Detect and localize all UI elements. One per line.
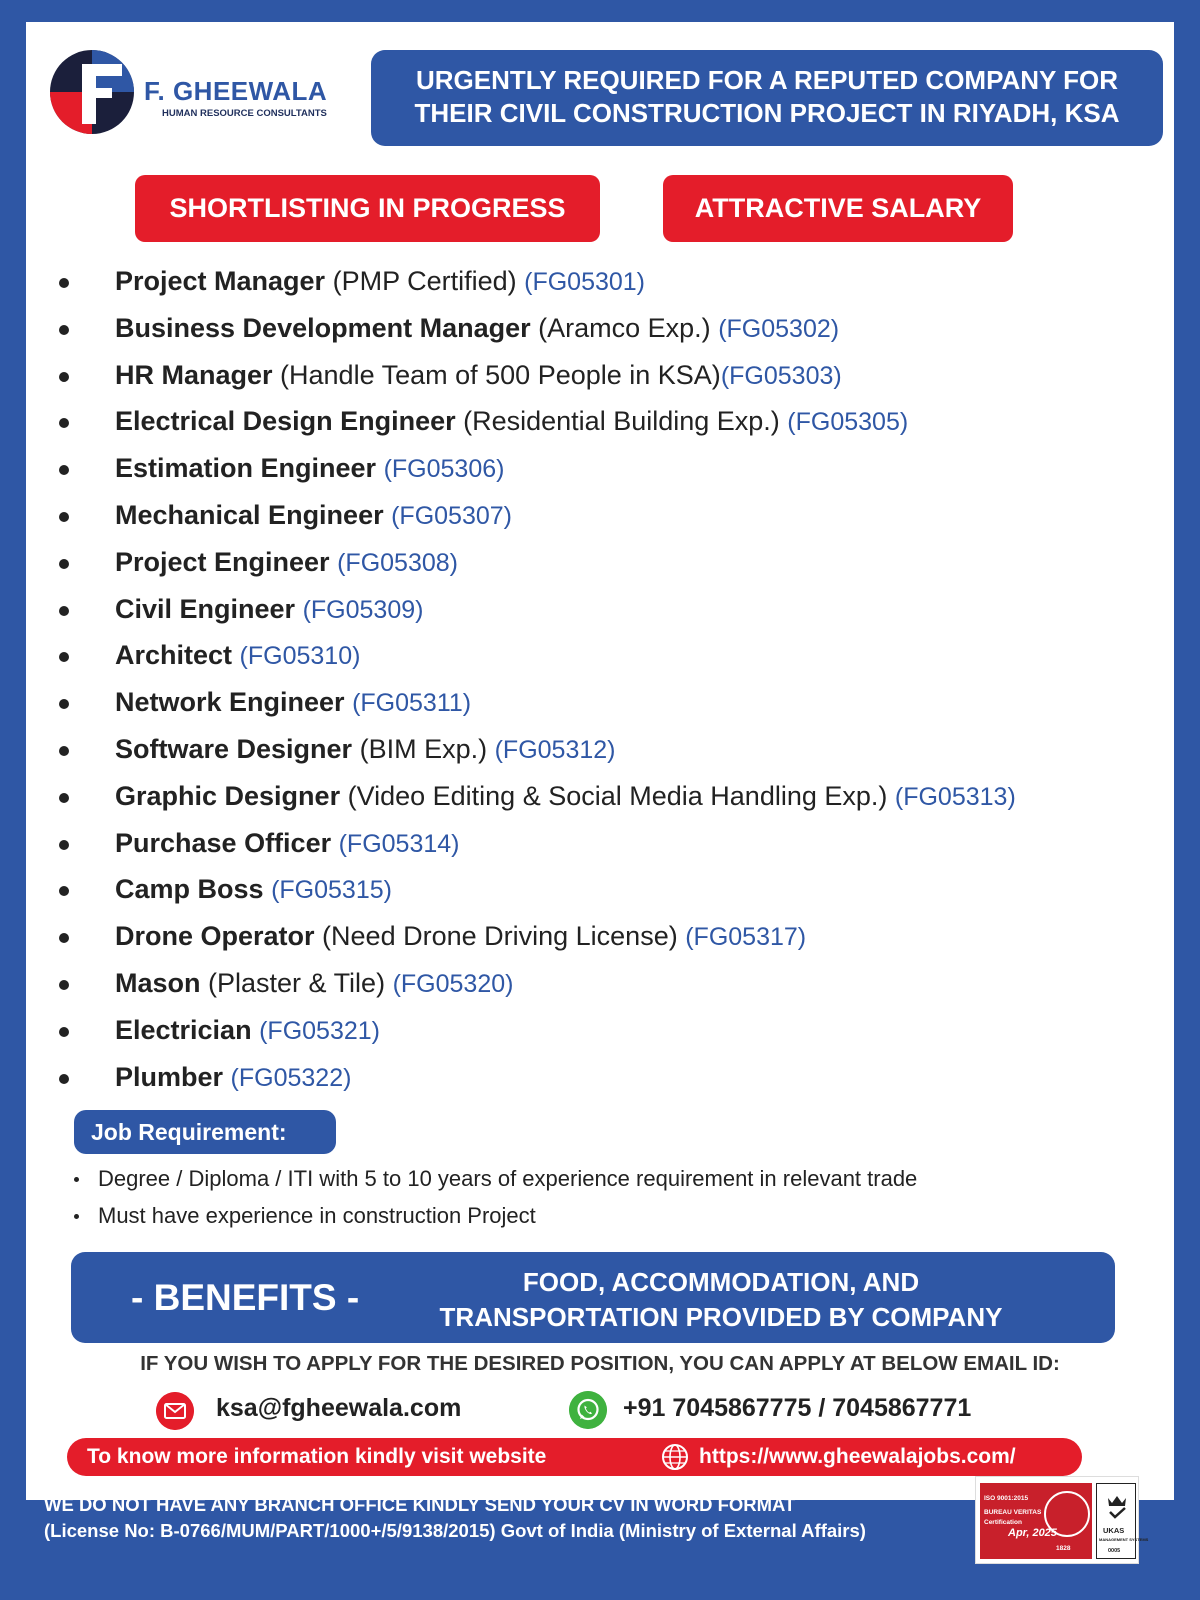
job-code: (FG05315) — [271, 876, 392, 905]
job-title: Mechanical Engineer — [115, 499, 384, 530]
benefits-banner — [71, 1252, 1115, 1343]
job-item — [56, 586, 1166, 633]
job-item — [56, 445, 1166, 492]
ukas-mark — [1096, 1483, 1149, 1559]
bullet-icon — [59, 325, 69, 335]
bullet-icon — [59, 278, 69, 288]
job-title: Graphic Designer — [115, 780, 341, 811]
bullet-icon — [59, 793, 69, 803]
bullet-icon — [59, 465, 69, 475]
job-detail: (Video Editing & Social Media Handling Exp.) — [340, 780, 895, 811]
requirement-text: Must have experience in construction Project — [98, 1203, 536, 1228]
job-title: Camp Boss — [115, 874, 264, 905]
job-detail — [223, 1062, 231, 1092]
job-code: (FG05306) — [383, 455, 505, 484]
company-logo — [48, 48, 368, 148]
apply-instruction: IF YOU WISH TO APPLY FOR THE DESIRED POSITION, YOU CAN APPLY AT BELOW EMAIL ID: — [140, 1352, 1060, 1375]
job-title: Electrician — [115, 1014, 252, 1045]
job-title: Project Engineer — [115, 546, 330, 577]
job-code: (FG05310) — [239, 642, 361, 671]
job-detail: (Aramco Exp.) — [530, 312, 719, 343]
requirement-text: Degree / Diploma / ITI with 5 to 10 years of experience requirement in relevant trade — [98, 1166, 918, 1191]
job-title: Mason — [115, 967, 201, 998]
job-item — [56, 305, 1166, 352]
cert-date: Apr, 2025 — [1008, 1527, 1057, 1539]
footer-line-1: WE DO NOT HAVE ANY BRANCH OFFICE KINDLY SEND YOUR CV IN WORD FORMAT — [44, 1494, 796, 1515]
job-code: (FG05321) — [259, 1016, 380, 1045]
job-code: (FG05303) — [720, 361, 842, 390]
bullet-icon — [59, 652, 69, 662]
job-title: Architect — [115, 640, 233, 671]
bullet-icon — [59, 746, 69, 756]
job-detail — [330, 547, 338, 577]
bullet-icon — [59, 372, 69, 382]
job-code: (FG05317) — [685, 923, 807, 952]
cert-accreditor-code: 0005 — [1108, 1548, 1121, 1554]
job-item — [56, 539, 1166, 586]
job-detail — [331, 828, 339, 858]
job-code: (FG05305) — [787, 408, 909, 437]
job-detail: (Residential Building Exp.) — [455, 406, 788, 437]
requirement-item — [70, 1160, 917, 1197]
job-title: Business Development Manager — [115, 312, 531, 343]
cert-year: 1828 — [1056, 1545, 1071, 1552]
job-code: (FG05322) — [230, 1063, 352, 1092]
job-title: Purchase Officer — [115, 827, 332, 858]
job-detail — [264, 874, 272, 904]
website-bar — [67, 1438, 1082, 1476]
job-title: Project Manager — [115, 266, 326, 296]
job-detail: (Plaster & Tile) — [200, 967, 393, 998]
headline-line-2: THEIR CIVIL CONSTRUCTION PROJECT IN RIYADH, KSA — [414, 98, 1120, 128]
job-title: Electrical Design Engineer — [115, 406, 456, 437]
job-item — [56, 1007, 1166, 1054]
job-code: (FG05313) — [894, 782, 1016, 811]
whatsapp-icon — [569, 1391, 607, 1429]
bullet-icon — [59, 886, 69, 896]
benefits-line-1: FOOD, ACCOMMODATION, AND — [522, 1267, 920, 1297]
job-item — [56, 773, 1166, 820]
benefits-title: - BENEFITS - — [131, 1277, 360, 1318]
company-name: F. GHEEWALA — [144, 76, 328, 106]
bullet-icon — [74, 1214, 79, 1219]
globe-icon — [661, 1443, 689, 1471]
job-code: (FG05309) — [302, 595, 424, 624]
job-item — [56, 679, 1166, 726]
job-item — [56, 820, 1166, 867]
bullet-icon — [59, 512, 69, 522]
contact-email-link[interactable]: ksa@fgheewala.com — [216, 1394, 462, 1422]
cert-accreditor: UKAS — [1103, 1526, 1125, 1535]
job-item — [56, 866, 1166, 913]
cert-accreditor-sub: MANAGEMENT SYSTEMS — [1099, 1537, 1149, 1542]
cert-iso: ISO 9001:2015 — [984, 1495, 1029, 1502]
job-detail: (Need Drone Driving License) — [314, 921, 686, 952]
shortlisting-badge: SHORTLISTING IN PROGRESS — [135, 175, 600, 242]
salary-badge: ATTRACTIVE SALARY — [663, 175, 1013, 242]
job-code: (FG05302) — [718, 314, 840, 343]
cert-body: BUREAU VERITAS — [984, 1509, 1042, 1516]
job-detail — [232, 640, 240, 670]
job-list — [56, 258, 1166, 1100]
certification-badge — [975, 1476, 1149, 1564]
bullet-icon — [59, 1074, 69, 1084]
job-code: (FG05311) — [352, 689, 472, 718]
poster-card — [26, 22, 1174, 1500]
website-prompt: To know more information kindly visit website — [87, 1445, 547, 1468]
seal-icon — [1044, 1491, 1090, 1537]
bureau-veritas-seal — [980, 1483, 1092, 1559]
job-detail — [252, 1015, 260, 1045]
headline-banner — [371, 50, 1163, 146]
bullet-icon — [59, 559, 69, 569]
job-code: (FG05301) — [524, 268, 646, 296]
job-detail — [384, 500, 392, 530]
job-detail — [295, 594, 303, 624]
job-title: Plumber — [115, 1061, 224, 1092]
bullet-icon — [59, 699, 69, 709]
job-title: Civil Engineer — [115, 593, 296, 624]
job-code: (FG05320) — [392, 969, 514, 998]
contact-phone-link[interactable]: +91 7045867775 / 7045867771 — [623, 1394, 972, 1422]
footer-note — [44, 1492, 866, 1544]
job-title: Software Designer — [115, 733, 353, 764]
job-code: (FG05314) — [338, 829, 460, 858]
job-detail — [345, 687, 353, 717]
job-item — [56, 632, 1166, 679]
job-detail: (PMP Certified) — [325, 266, 525, 296]
job-item — [56, 913, 1166, 960]
job-code: (FG05307) — [391, 501, 512, 530]
job-item — [56, 398, 1166, 445]
job-item — [56, 726, 1166, 773]
job-item — [56, 352, 1166, 399]
job-title: Drone Operator — [115, 921, 315, 952]
fg-logo-icon — [48, 48, 136, 136]
company-tagline: HUMAN RESOURCE CONSULTANTS — [162, 108, 327, 119]
job-code: (FG05312) — [494, 735, 616, 764]
job-requirement-heading: Job Requirement: — [74, 1110, 336, 1154]
job-detail: (BIM Exp.) — [352, 733, 495, 764]
website-link[interactable]: https://www.gheewalajobs.com/ — [699, 1445, 1016, 1468]
bullet-icon — [74, 1177, 79, 1182]
headline-line-1: URGENTLY REQUIRED FOR A REPUTED COMPANY FOR — [415, 65, 1119, 95]
job-item — [56, 1054, 1166, 1101]
bullet-icon — [59, 1027, 69, 1037]
bullet-icon — [59, 840, 69, 850]
job-code: (FG05308) — [337, 548, 458, 577]
job-title: HR Manager — [115, 359, 273, 390]
job-item — [56, 258, 1166, 305]
requirement-item — [70, 1197, 917, 1234]
bullet-icon — [59, 418, 69, 428]
benefits-line-2: TRANSPORTATION PROVIDED BY COMPANY — [439, 1302, 1003, 1332]
job-title: Estimation Engineer — [115, 453, 377, 484]
crown-check-icon — [1106, 1494, 1128, 1520]
job-title: Network Engineer — [115, 687, 345, 718]
job-item — [56, 492, 1166, 539]
bullet-icon — [59, 933, 69, 943]
footer-line-2: (License No: B-0766/MUM/PART/1000+/5/9138/2015) Govt of India (Ministry of External Affairs) — [44, 1520, 866, 1541]
job-detail: (Handle Team of 500 People in KSA) — [272, 359, 721, 390]
job-detail — [376, 453, 384, 483]
bullet-icon — [59, 980, 69, 990]
bullet-icon — [59, 606, 69, 616]
job-item — [56, 960, 1166, 1007]
cert-label: Certification — [984, 1519, 1022, 1526]
benefits-text — [401, 1265, 1041, 1335]
requirement-list — [70, 1160, 917, 1234]
envelope-icon — [156, 1392, 194, 1430]
